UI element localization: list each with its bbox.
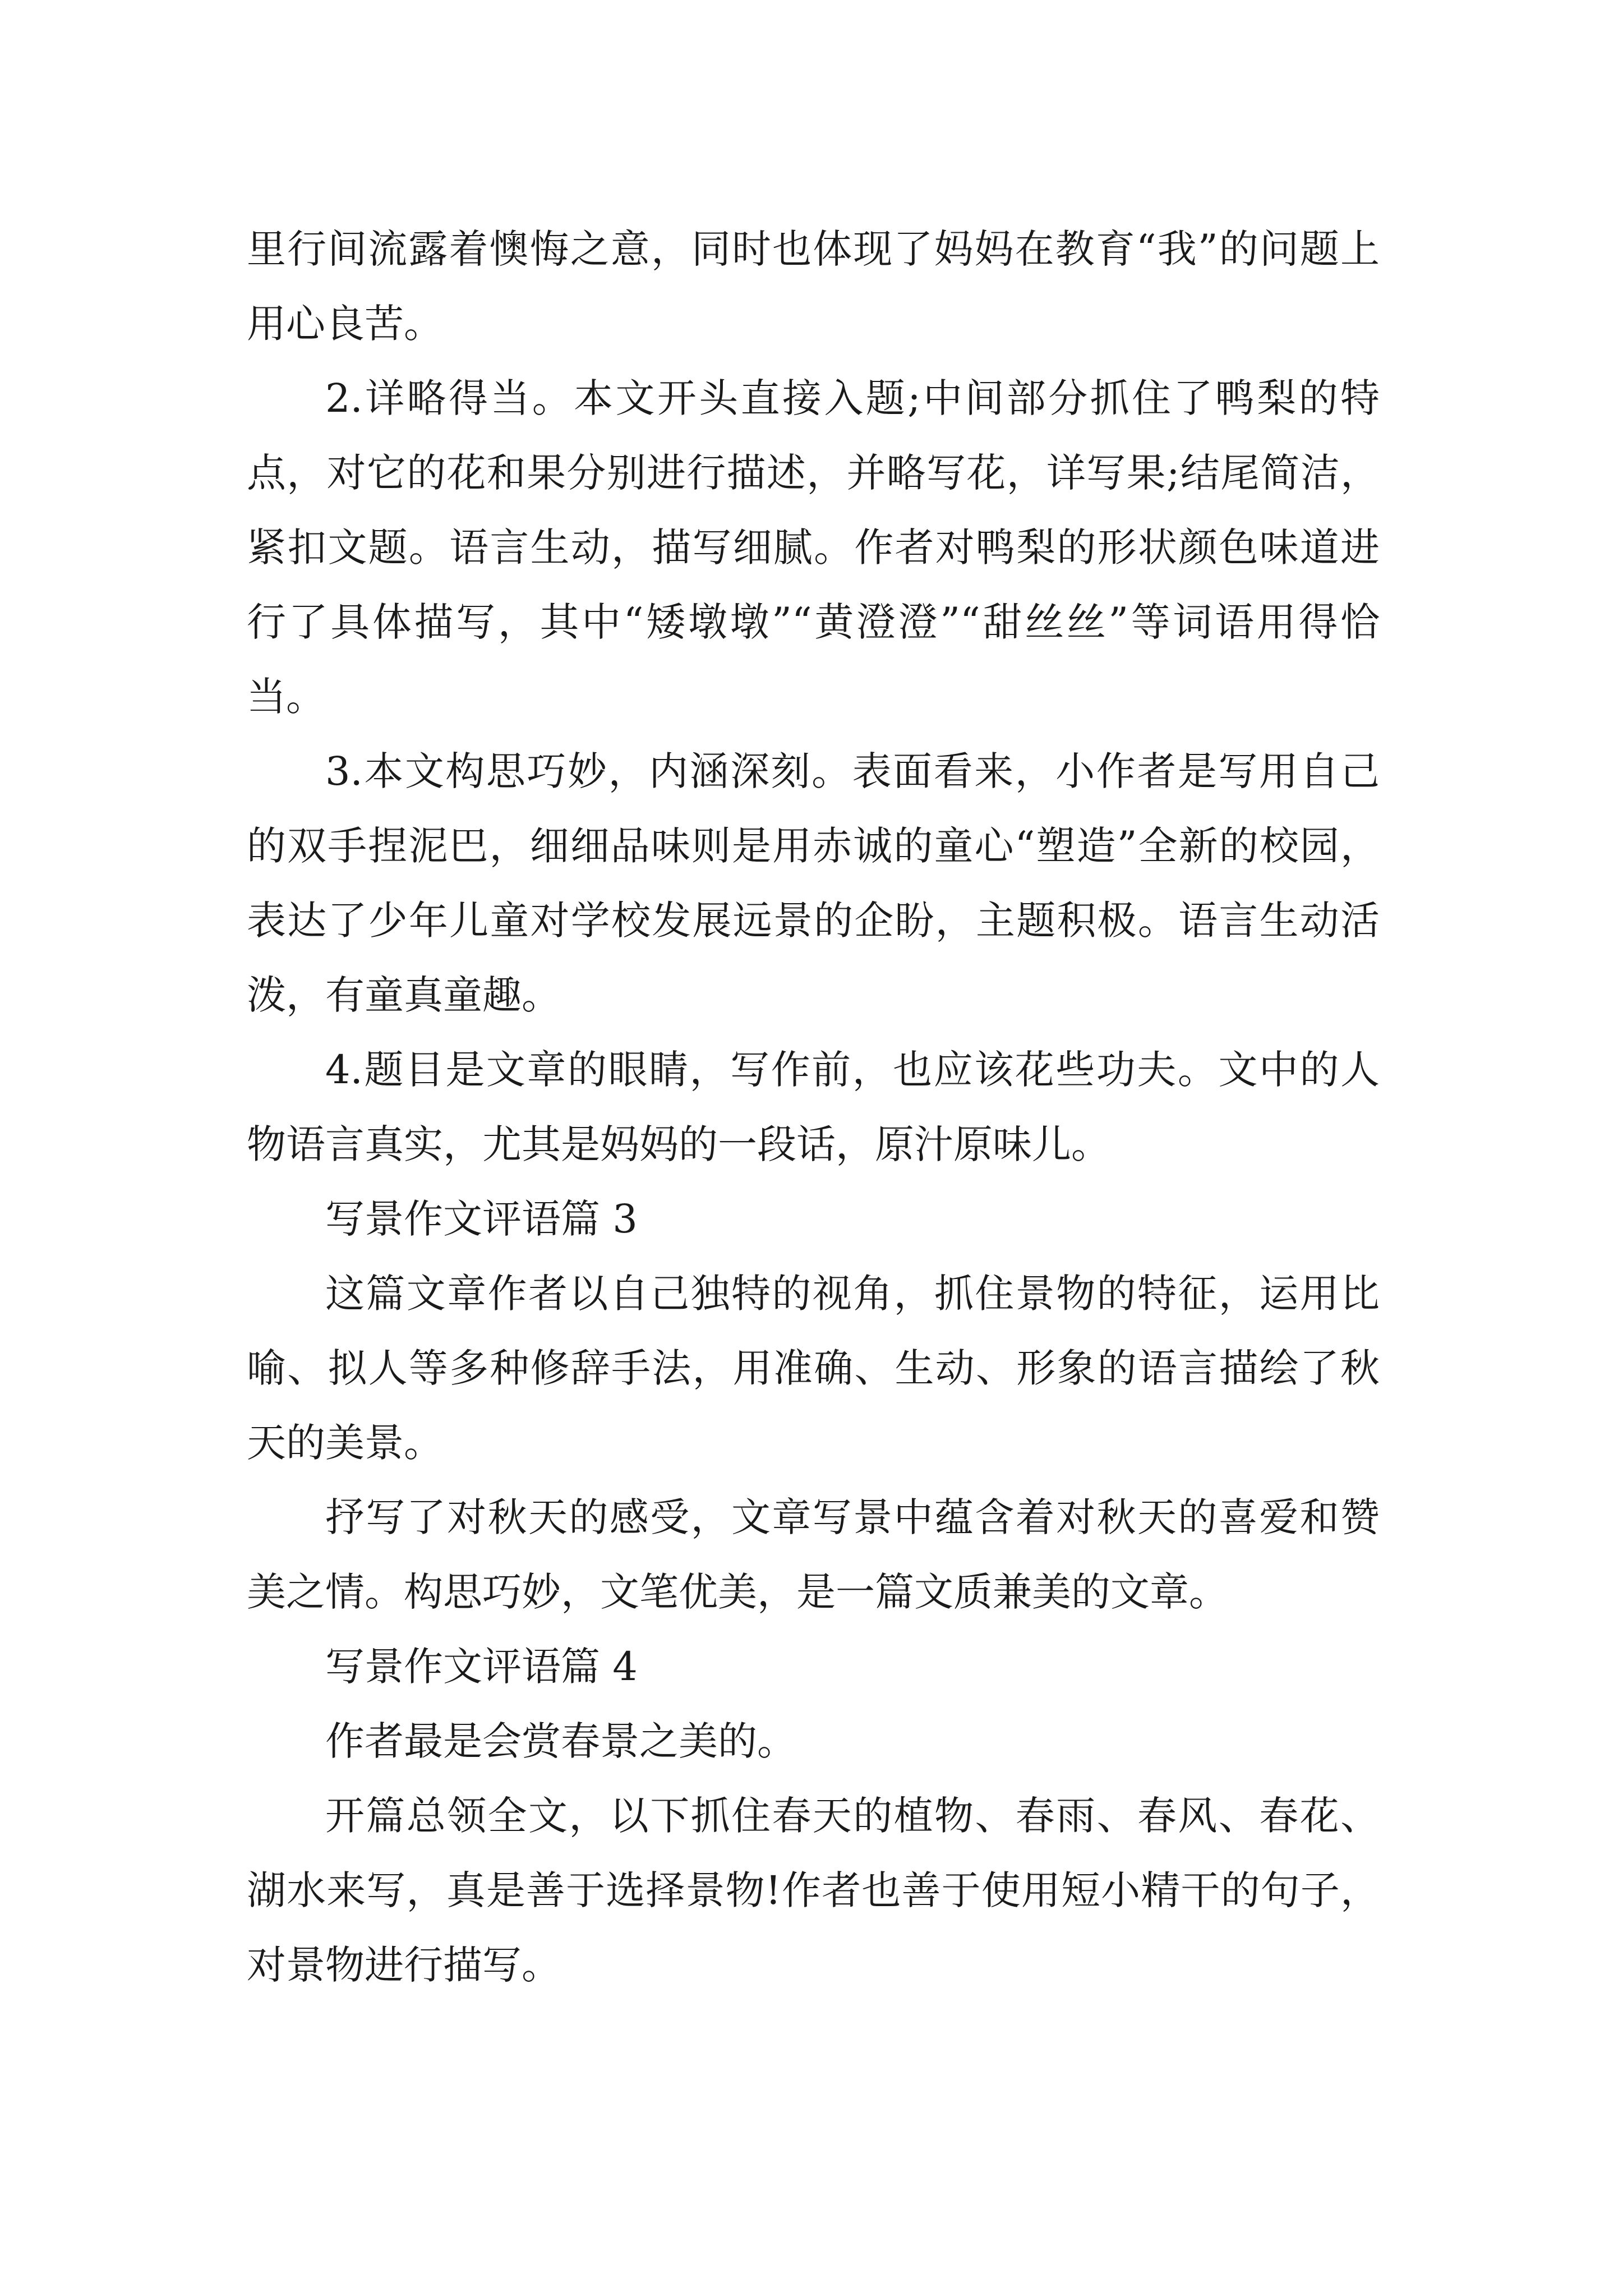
paragraph-point-3: 3.本文构思巧妙，内涵深刻。表面看来，小作者是写用自己的双手捏泥巴，细细品味则是用赤诚的童心“塑造”全新的校园，表达了少年儿童对学校发展远景的企盼，主题积极。语言生动活泼，有童真童趣。 <box>247 748 1380 1018</box>
paragraph-section-3-b: 抒写了对秋天的感受，文章写景中蕴含着对秋天的喜爱和赞美之情。构思巧妙，文笔优美，是一篇文质兼美的文章。 <box>247 1494 1380 1615</box>
section-heading-3: 写景作文评语篇 3 <box>325 1196 638 1242</box>
paragraph-point-2: 2.详略得当。本文开头直接入题;中间部分抓住了鸭梨的特点，对它的花和果分别进行描述，并略写花，详写果;结尾简洁，紧扣文题。语言生动，描写细腻。作者对鸭梨的形状颜色味道进行了具体描写，其中“矮墩墩”“黄澄澄”“甜丝丝”等词语用得恰当。 <box>247 375 1380 720</box>
paragraph-continuation: 里行间流露着懊悔之意，同时也体现了妈妈在教育“我”的问题上用心良苦。 <box>247 226 1380 347</box>
document-body <box>247 212 1380 2003</box>
paragraph-point-4: 4.题目是文章的眼睛，写作前，也应该花些功夫。文中的人物语言真实，尤其是妈妈的一段话，原汁原味儿。 <box>247 1047 1380 1167</box>
section-heading-4: 写景作文评语篇 4 <box>325 1644 638 1690</box>
paragraph-section-4-a: 作者最是会赏春景之美的。 <box>325 1718 796 1764</box>
paragraph-section-3-a: 这篇文章作者以自己独特的视角，抓住景物的特征，运用比喻、拟人等多种修辞手法，用准确、生动、形象的语言描绘了秋天的美景。 <box>247 1271 1380 1466</box>
paragraph-section-4-b: 开篇总领全文，以下抓住春天的植物、春雨、春风、春花、湖水来写，真是善于选择景物!作者也善于使用短小精干的句子，对景物进行描写。 <box>247 1793 1380 1988</box>
